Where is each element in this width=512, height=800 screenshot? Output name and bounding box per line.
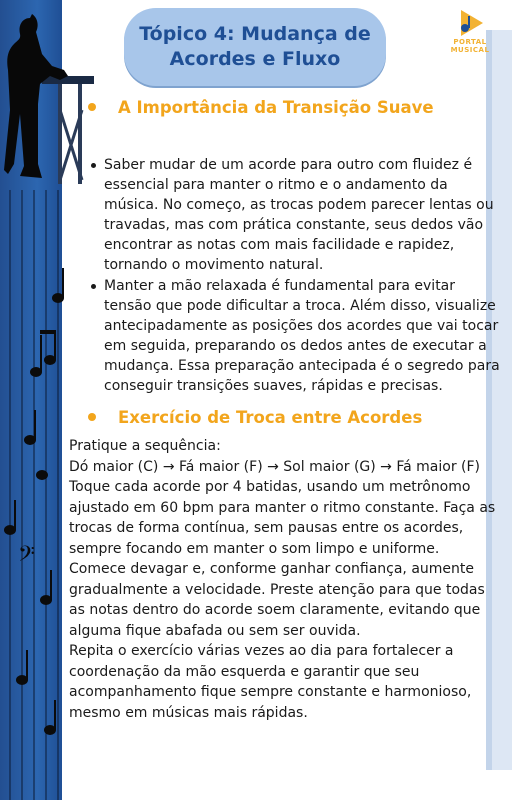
logo-play-icon [453,8,487,38]
list-item: Saber mudar de um acorde para outro com fluidez é essencial para manter o ritmo e o andamento da música. No começo, as trocas podem parecer lentas ou travadas, mas com prática constante, seus dedos vão encontrar as notas com mais facilidade e rapidez, tornando o movimento natural. [90,155,500,276]
section2-body [69,436,501,723]
paragraph: Repita o exercício várias vezes ao dia para fortalecer a coordenação da mão esquerda e garantir que seu acompanhamento fique sempre constante e harmonioso, mesmo em músicas mais rápidas. [69,643,472,721]
paragraph: Comece devagar e, conforme ganhar confiança, aumente gradualmente a velocidade. Preste atenção para que todas as notas dentro do acorde soem claramente, evitando que alguma fique abafada ou sem ser ouvida. [69,561,485,639]
section1-heading-text: A Importância da Transição Suave [118,98,434,117]
logo-text-line2: MUSICAL [450,46,490,54]
page-title: Tópico 4: Mudança de Acordes e Fluxo [139,23,371,70]
section2-heading [88,408,422,427]
portal-musical-logo [446,8,494,58]
bullet-dot-icon [88,103,96,111]
paragraph: Toque cada acorde por 4 batidas, usando um metrônomo ajustado em 60 bpm para manter o ritmo constante. Faça as trocas de forma contínua, sem pausas entre os acordes, sempre focando em manter o som limpo e uniforme. [69,479,496,557]
section1-heading [88,98,434,117]
logo-text-line1: PORTAL [453,38,487,46]
paragraph: Pratique a sequência: [69,438,221,454]
section1-bullet-list [90,155,500,396]
section2-heading-text: Exercício de Troca entre Acordes [118,408,423,427]
svg-text:𝄢: 𝄢 [18,542,35,572]
list-item: Manter a mão relaxada é fundamental para evitar tensão que pode dificultar a troca. Além disso, visualize antecipadamente as posições dos acordes que vai tocar em seguida, preparando os dedos antes de executar a mudança. Essa preparação antecipada é o segredo para conseguir transições suaves, rápidas e precisas. [90,276,500,397]
title-banner [124,8,386,86]
bullet-dot-icon [88,413,96,421]
chord-sequence: Dó maior (C) → Fá maior (F) → Sol maior (G) → Fá maior (F) [69,458,481,475]
